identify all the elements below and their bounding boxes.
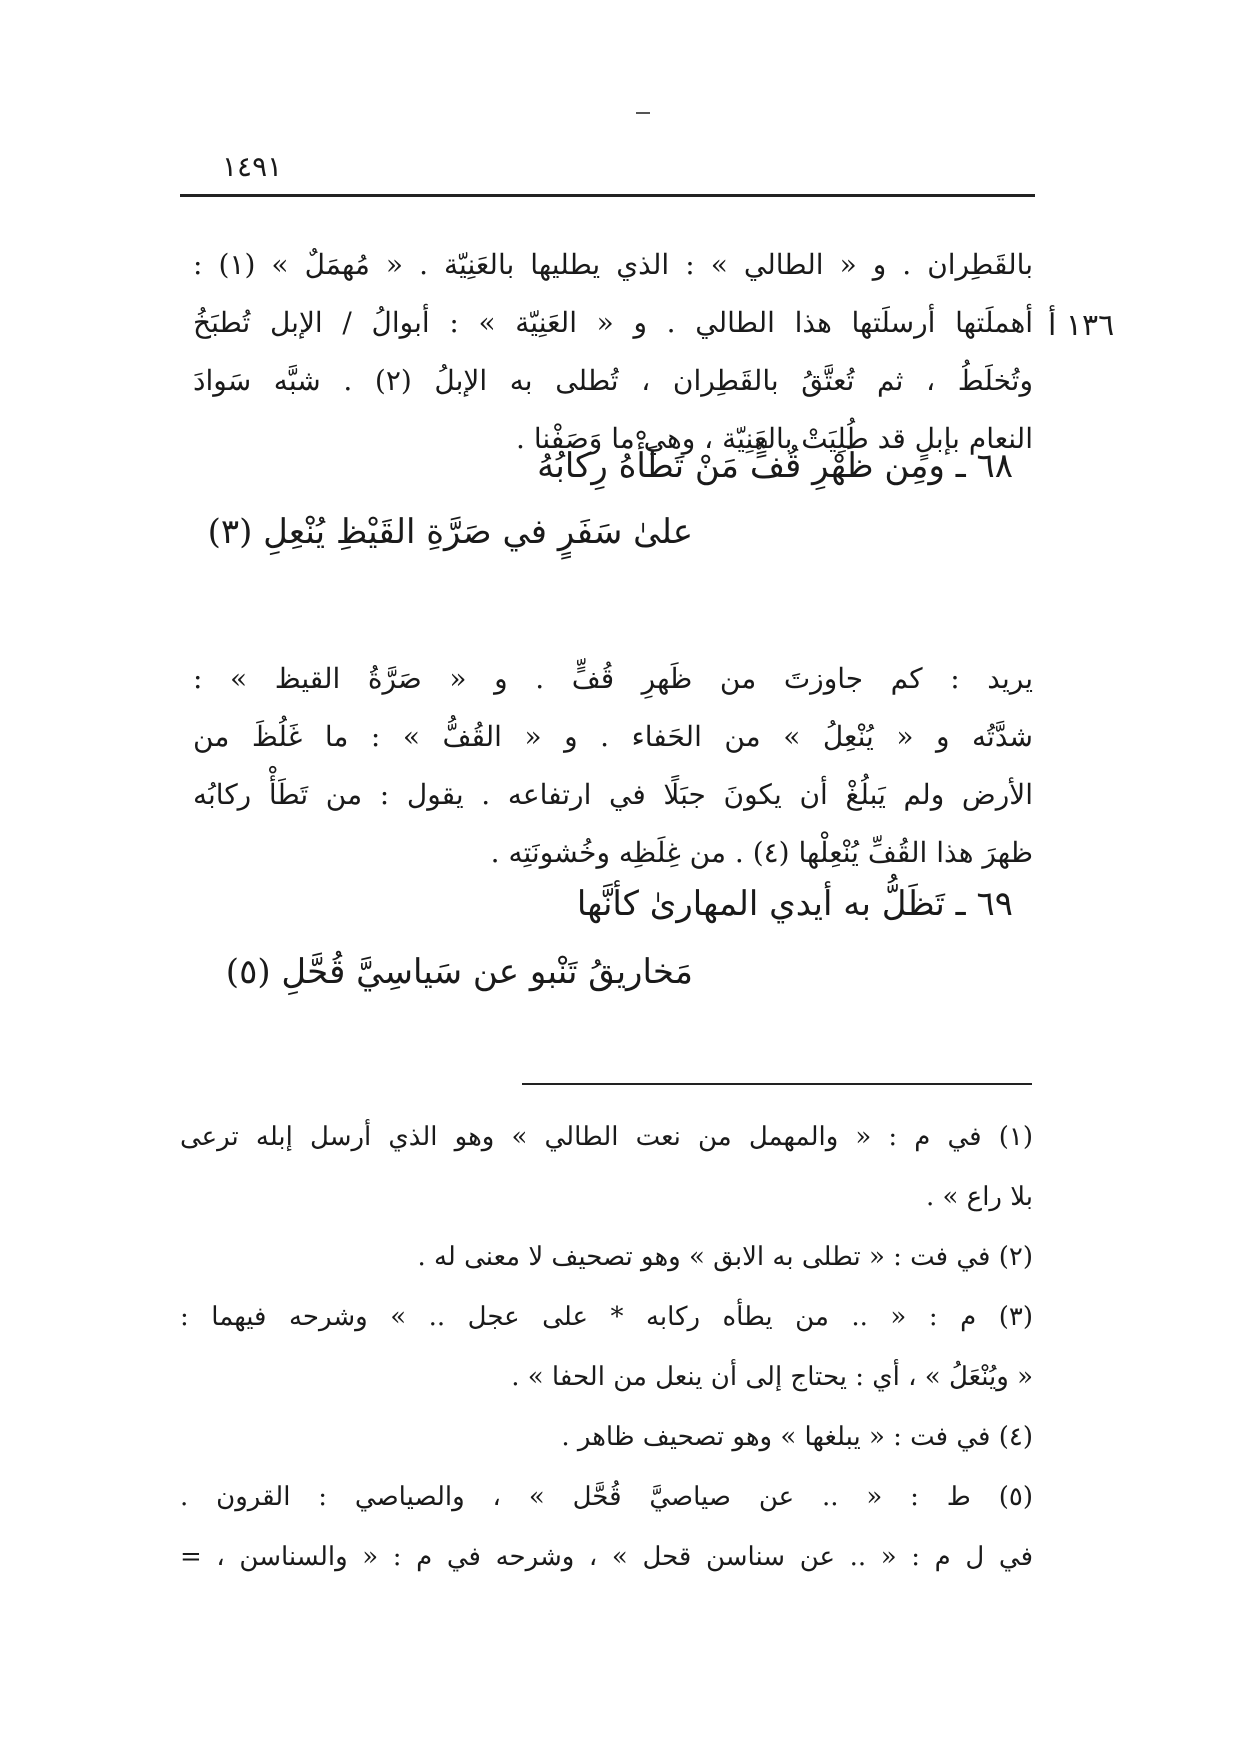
commentary-line: وتُخلَطُ ، ثم تُعتَّقُ بالقَطِران ، تُطلى به الإبلُ (٢) . شبَّه سَوادَ <box>193 364 1033 397</box>
page-number: ١٤٩١ <box>222 150 283 183</box>
verse-69-second-hemistich: مَخاريقُ تَنْبو عن سَياسِيَّ قُحَّلِ (٥) <box>225 952 693 992</box>
top-mark <box>636 112 650 114</box>
footnote-5: (٥) ط : « .. عن صياصيَّ قُحَّل » ، والصياصي : القرون . <box>180 1482 1033 1512</box>
footnote-3-continued: « ويُنْعَلُ » ، أي : يحتاج إلى أن ينعل من الحفا » . <box>511 1362 1033 1392</box>
commentary-line: يريد : كم جاوزتَ من ظَهرِ قُفٍّ . و « صَرَّةُ القيظ » : <box>193 662 1033 695</box>
footnote-2: (٢) في فت : « تطلى به الابق » وهو تصحيف لا معنى له . <box>417 1242 1033 1272</box>
verse-68-first-hemistich: ٦٨ ـ ومِن ظَهْرِ قُفٍّ مَنْ تَطَأْهُ رِكابُهُ <box>537 446 1013 486</box>
footnote-1: (١) في م : « والمهمل من نعت الطالي » وهو الذي أرسل إبله ترعى <box>180 1122 1033 1152</box>
manuscript-folio-marker: ١٣٦ أ <box>1048 308 1115 343</box>
verse-69-first-hemistich: ٦٩ ـ تَظَلُّ به أيدي المهارىٰ كأنَّها <box>576 884 1013 924</box>
commentary-line: الأرض ولم يَبلُغْ أن يكونَ جبَلًا في ارتفاعه . يقول : من تَطَأْ ركابُه <box>193 778 1034 811</box>
commentary-block-1 <box>193 236 1033 468</box>
commentary-line: أهملَتها أرسلَتها هذا الطالي . و « العَنِيّة » : أبوالُ / الإبل تُطبَخُ <box>193 306 1033 339</box>
footnote-rule <box>522 1083 1032 1085</box>
commentary-line: بالقَطِران . و « الطالي » : الذي يطليها بالعَنِيّة . « مُهمَلٌ » (١) : <box>193 248 1033 281</box>
footnote-1-continued: بلا راع » . <box>925 1182 1033 1212</box>
header-rule <box>180 194 1035 197</box>
commentary-line: شدَّتُه و « يُنْعِلُ » من الحَفاء . و « القُفُّ » : ما غَلُظَ من <box>193 720 1033 753</box>
verse-68-second-hemistich: علىٰ سَفَرٍ في صَرَّةِ القَيْظِ يُنْعِلِ (٣) <box>207 512 693 552</box>
commentary-block-2 <box>193 650 1033 882</box>
footnote-5-continued: في ل م : « .. عن سناسن قحل » ، وشرحه في م : « والسناسن ، = <box>180 1542 1033 1572</box>
footnote-3: (٣) م : « .. من يطأه ركابه * على عجل .. » وشرحه فيهما : <box>180 1302 1033 1332</box>
commentary-line: ظهرَ هذا القُفِّ يُنْعِلْها (٤) . من غِلَظِه وخُشونَتِه . <box>490 836 1033 869</box>
commentary-line: النعام بإبلٍ قد طُلِيَتْ بالعَنِيّة ، وهي ما وَصَفْنا . <box>516 422 1033 455</box>
footnote-4: (٤) في فت : « يبلغها » وهو تصحيف ظاهر . <box>561 1422 1033 1452</box>
